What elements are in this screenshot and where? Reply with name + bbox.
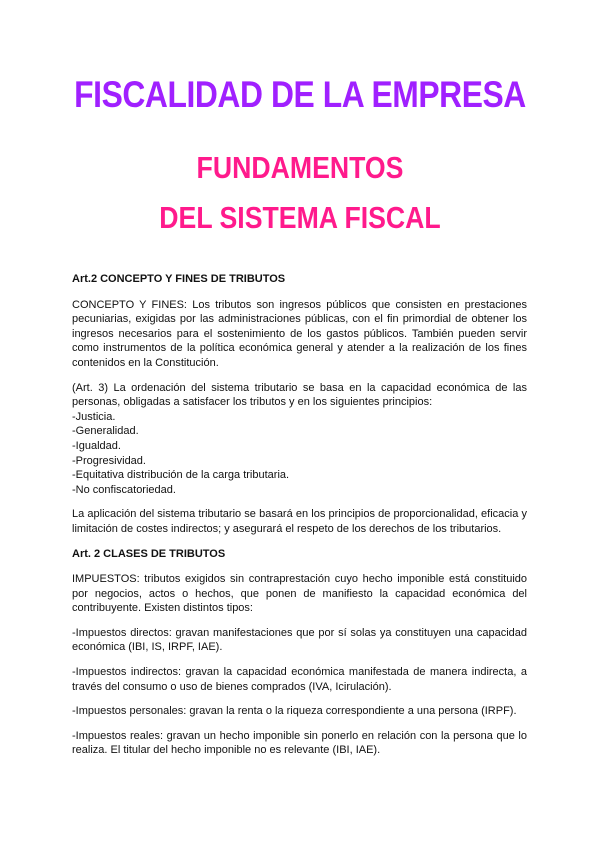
list-item: -Justicia. xyxy=(72,410,116,423)
paragraph-impuestos-reales: -Impuestos reales: gravan un hecho imponible sin ponerlo en relación con la persona que lo realiza. El titular del hecho imponible no es relevante (IBI, IAE). xyxy=(72,729,527,757)
document-body xyxy=(72,272,527,768)
list-item: -Progresividad. xyxy=(72,454,146,467)
list-item: -Equitativa distribución de la carga tributaria. xyxy=(72,469,290,482)
paragraph-aplicacion: La aplicación del sistema tributario se basará en los principios de proporcionalidad, eficacia y limitación de costes indirectos; y asegurará el respeto de los derechos de los tributarios. xyxy=(72,508,527,535)
document-subtitle-line-2: DEL SISTEMA FISCAL xyxy=(159,200,441,235)
document-subtitle-line-1: FUNDAMENTOS xyxy=(196,150,404,185)
section-heading-clases: Art. 2 CLASES DE TRIBUTOS xyxy=(72,547,226,560)
list-item: -No confiscatoriedad. xyxy=(72,483,176,496)
principles-list xyxy=(72,410,527,498)
document-title: FISCALIDAD DE LA EMPRESA xyxy=(74,74,526,115)
paragraph-impuestos-personales: -Impuestos personales: gravan la renta o la riqueza correspondiente a una persona (IRPF). xyxy=(72,705,517,718)
paragraph-ordenacion: (Art. 3) La ordenación del sistema tributario se basa en la capacidad económica de las personas, obligadas a satisfacer los tributos y en los siguientes principios: xyxy=(72,381,527,409)
list-item: -Generalidad. xyxy=(72,425,139,438)
list-item: -Igualdad. xyxy=(72,439,121,452)
paragraph-concepto-fines: CONCEPTO Y FINES: Los tributos son ingresos públicos que consisten en prestaciones pecuniarias, exigidas por las administraciones públicas, con el fin primordial de obtener los ingresos necesarios para el sostenimiento de los gastos públicos. También pueden servir como instrumentos de la política económica general y atender a la realización de los fines contenidos en la Constitución. xyxy=(72,298,527,369)
paragraph-impuestos: IMPUESTOS: tributos exigidos sin contraprestación cuyo hecho imponible está constituido por negocios, actos o hechos, que ponen de manifiesto la capacidad económica del contribuyente. Existen distintos tipos: xyxy=(72,573,527,615)
section-heading-concepto: Art.2 CONCEPTO Y FINES DE TRIBUTOS xyxy=(72,273,286,285)
paragraph-impuestos-directos: -Impuestos directos: gravan manifestaciones que por sí solas ya constituyen una capacidad económica (IBI, IS, IRPF, IAE). xyxy=(72,626,527,654)
paragraph-impuestos-indirectos: -Impuestos indirectos: gravan la capacidad económica manifestada de manera indirecta, a través del consumo o uso de bienes comprados (IVA, Icirulación). xyxy=(72,666,527,693)
